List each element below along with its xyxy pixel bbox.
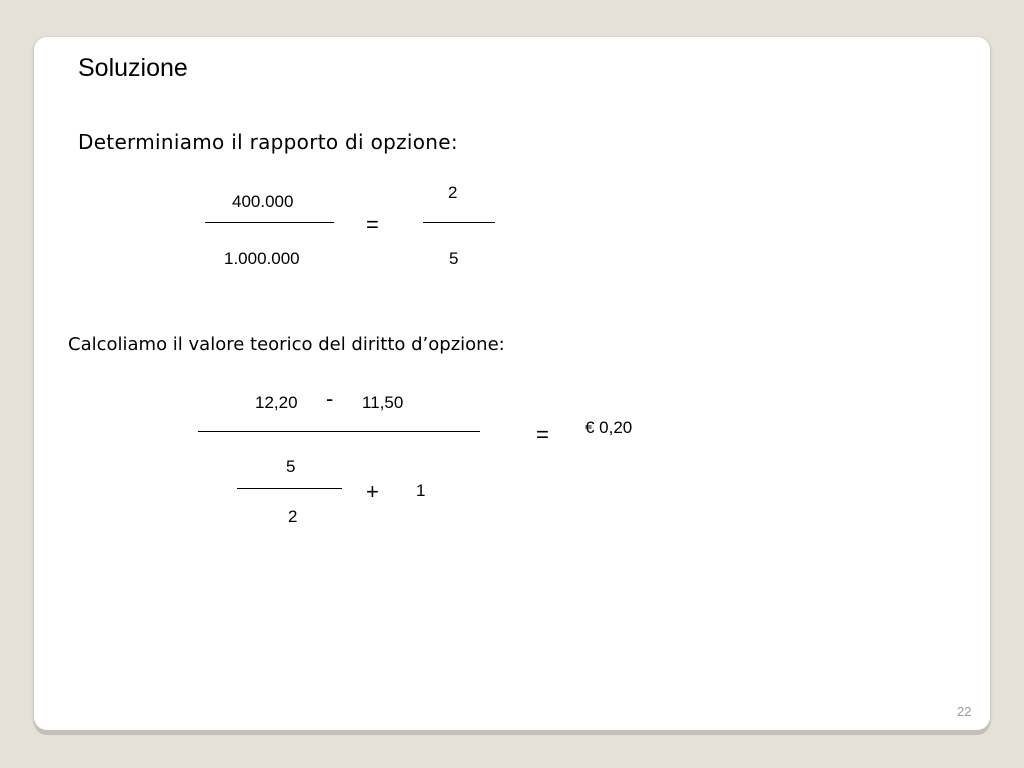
- plus-sign: +: [366, 479, 379, 504]
- result-equals-sign: =: [536, 422, 549, 447]
- price-old-value: 12,20: [255, 393, 298, 412]
- ratio-equals-sign: =: [366, 212, 379, 237]
- page-number: 22: [957, 704, 972, 719]
- ratio-intro-text: Determiniamo il rapporto di opzione:: [78, 130, 458, 154]
- ratio-right-denominator: 5: [449, 249, 459, 268]
- one-value: 1: [416, 481, 426, 500]
- result-value: € 0,20: [585, 418, 633, 437]
- ratio-left-denominator: 1.000.000: [224, 249, 300, 268]
- minus-sign: -: [326, 386, 334, 411]
- right-value-intro-text: Calcoliamo il valore teorico del diritto d’opzione:: [68, 334, 505, 355]
- main-fraction-bar: [198, 431, 480, 432]
- ratio-right-numerator: 2: [448, 183, 458, 202]
- slide-title: Soluzione: [78, 54, 188, 82]
- ratio-left-fraction-bar: [205, 222, 334, 223]
- ratio-left-numerator: 400.000: [232, 192, 294, 211]
- sub-fraction-bar: [237, 488, 342, 489]
- price-new-value: 11,50: [362, 393, 404, 412]
- sub-fraction-numerator: 5: [286, 457, 296, 476]
- ratio-right-fraction-bar: [423, 222, 495, 223]
- sub-fraction-denominator: 2: [288, 507, 298, 526]
